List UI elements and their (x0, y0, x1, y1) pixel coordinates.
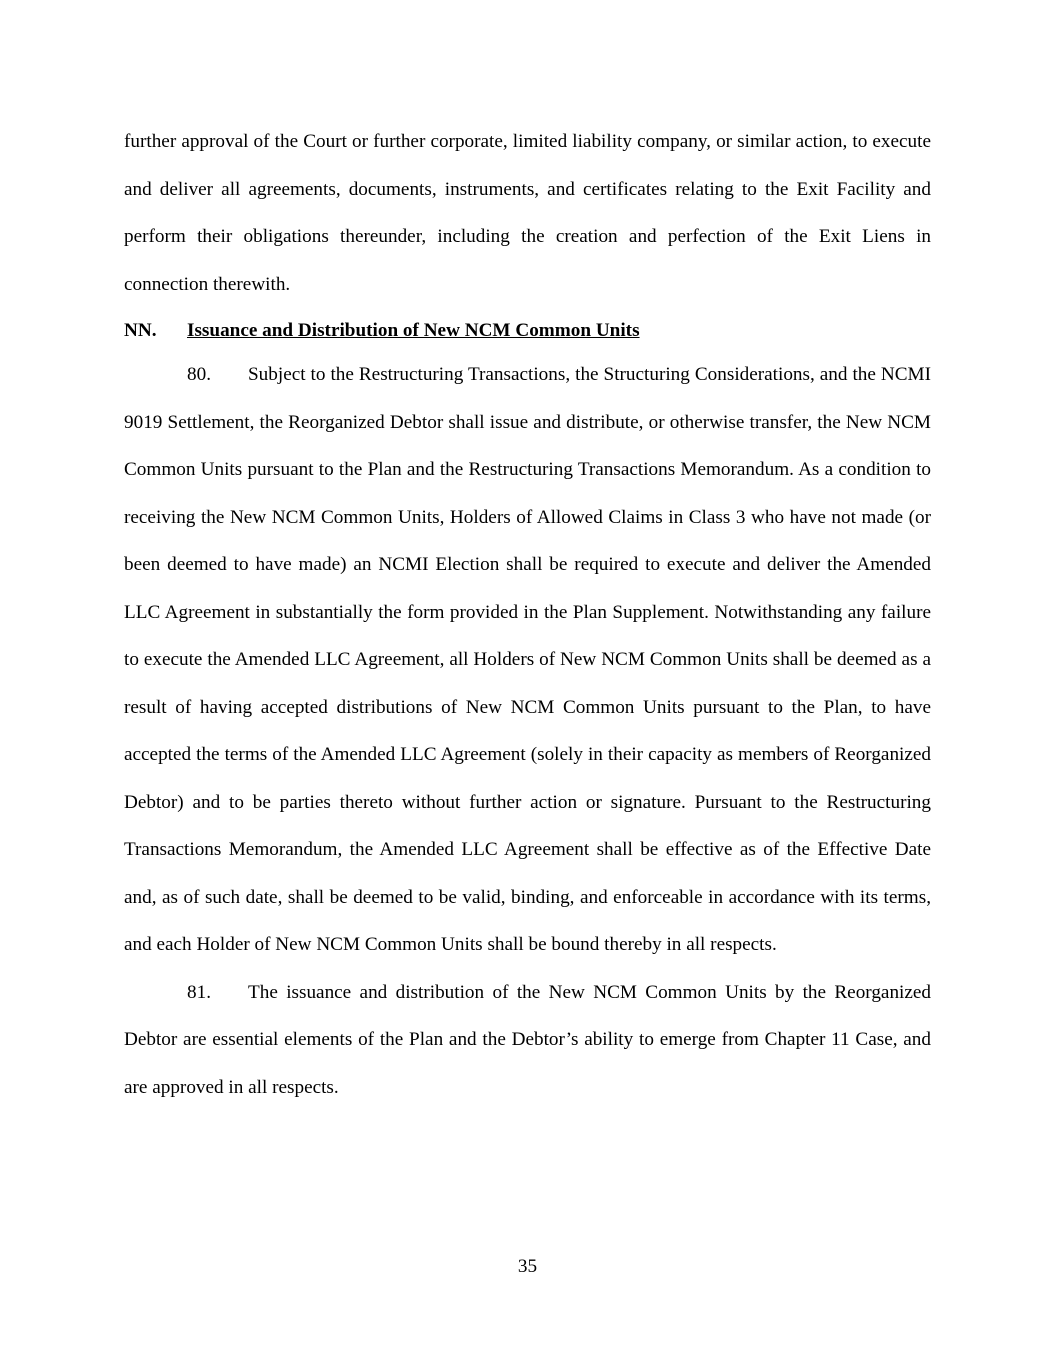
paragraph-81 (124, 969, 931, 1112)
section-title: Issuance and Distribution of New NCM Common Units (187, 320, 640, 341)
document-page (124, 118, 931, 1111)
paragraph-80 (124, 351, 931, 969)
paragraph-text: The issuance and distribution of the New NCM Common Units by the Reorganized Debtor are essential elements of the Plan and the Debtor’s ability to emerge from Chapter 11 Case, and are approved in all respects. (124, 981, 931, 1098)
paragraph-number: 81. (187, 981, 211, 1003)
paragraph-number: 80. (187, 364, 211, 385)
page-number: 35 (517, 1256, 538, 1277)
section-number: NN. (124, 320, 157, 341)
paragraph-text: Subject to the Restructuring Transactions, the Structuring Considerations, and the NCMI 9019 Settlement, the Reorganized Debtor shall issue and distribute, or otherwise transfer, the New NCM Common Units pursuant to the Plan and the Restructuring Transactions Memorandum. As a condition to receiving the New NCM Common Units, Holders of Allowed Claims in Class 3 who have not made (or been deemed to have made) an NCMI Election shall be required to execute and deliver the Amended LLC Agreement in substantially the form provided in the Plan Supplement. Notwithstanding any failure to execute the Amended LLC Agreement, all Holders of New NCM Common Units shall be deemed as a result of having accepted distributions of New NCM Common Units pursuant to the Plan, to have accepted the terms of the Amended LLC Agreement (solely in their capacity as members of Reorganized Debtor) and to be parties thereto without further action or signature. Pursuant to the Restructuring Transactions Memorandum, the Amended LLC Agreement shall be effective as of the Effective Date and, as of such date, shall be deemed to be valid, binding, and enforceable in accordance with its terms, and each Holder of New NCM Common Units shall be bound thereby in all respects. (124, 364, 931, 955)
continuation-paragraph: further approval of the Court or further corporate, limited liability company, or similar action, to execute and deliver all agreements, documents, instruments, and certificates relating to the Exit Facility and perform their obligations thereunder, including the creation and perfection of the Exit Liens in connection therewith. (124, 131, 931, 295)
section-heading (124, 311, 931, 351)
